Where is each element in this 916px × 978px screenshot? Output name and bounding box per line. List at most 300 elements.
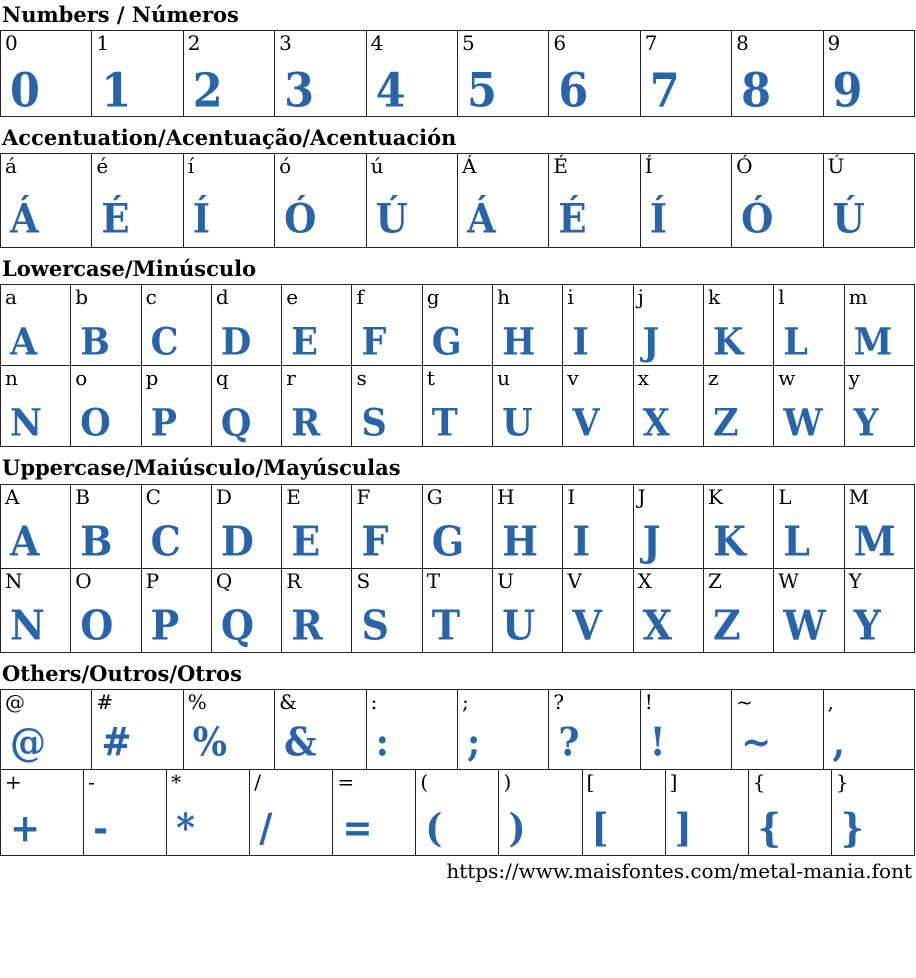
- metal-mania-glyph: V: [572, 601, 602, 650]
- glyph-cell: [457, 689, 548, 769]
- glyph-cell: [563, 484, 633, 568]
- character-label: h: [497, 285, 510, 310]
- glyph-cell: [457, 31, 548, 117]
- character-label: j: [637, 285, 644, 310]
- metal-mania-glyph: O: [80, 400, 111, 446]
- character-label: ]: [669, 769, 678, 794]
- character-label: r: [286, 366, 296, 391]
- glyph-cell: [422, 285, 492, 366]
- metal-mania-glyph: X: [642, 601, 673, 650]
- metal-mania-glyph: 8: [741, 64, 772, 119]
- glyph-cell: [282, 484, 352, 568]
- metal-mania-glyph: !: [649, 720, 666, 766]
- metal-mania-glyph: 2: [192, 64, 223, 119]
- character-label: U: [497, 568, 514, 593]
- metal-mania-glyph: ~: [741, 720, 772, 766]
- metal-mania-glyph: +: [10, 806, 41, 852]
- glyph-cell: [1, 31, 92, 117]
- glyph-cell: [71, 484, 141, 568]
- character-label: R: [286, 568, 302, 593]
- glyph-cell: [1, 568, 71, 652]
- metal-mania-glyph: /: [259, 806, 273, 852]
- metal-mania-glyph: P: [150, 400, 177, 446]
- character-label: }: [835, 769, 849, 794]
- section-title-numbers: Numbers / Números: [2, 2, 239, 27]
- glyph-row: [1, 285, 915, 366]
- character-label: Ú: [827, 154, 845, 179]
- metal-mania-glyph: G: [431, 517, 465, 566]
- character-label: =: [337, 769, 355, 794]
- metal-mania-glyph: Y: [853, 400, 879, 446]
- glyph-cell: [549, 689, 640, 769]
- character-label: i: [567, 285, 574, 310]
- metal-mania-glyph: C: [150, 319, 179, 365]
- glyph-cell: [211, 568, 281, 652]
- character-label: 7: [644, 31, 658, 56]
- glyph-cell: [549, 31, 640, 117]
- metal-mania-glyph: (: [425, 806, 443, 852]
- character-label: 8: [736, 31, 749, 56]
- character-label: /: [254, 769, 261, 794]
- glyph-cell: [563, 366, 633, 447]
- character-label: K: [707, 484, 723, 509]
- glyph-cell: [732, 154, 823, 248]
- glyph-cell: [844, 484, 914, 568]
- metal-mania-glyph: T: [431, 601, 461, 650]
- character-label: V: [567, 568, 582, 593]
- glyph-row: [1, 484, 915, 568]
- glyph-row: [1, 769, 915, 855]
- glyph-cell: [665, 769, 748, 855]
- glyph-cell: [183, 689, 274, 769]
- metal-mania-glyph: É: [101, 194, 130, 243]
- character-label: ó: [279, 154, 292, 179]
- character-label: D: [215, 484, 232, 509]
- character-label: y: [848, 366, 860, 391]
- metal-mania-glyph: Á: [10, 194, 39, 243]
- character-label: ?: [553, 689, 565, 714]
- metal-mania-glyph: U: [502, 601, 536, 650]
- character-label: Ó: [736, 154, 753, 179]
- glyph-cell: [141, 366, 211, 447]
- glyph-cell: [141, 484, 211, 568]
- character-label: 0: [5, 31, 18, 56]
- metal-mania-glyph: É: [558, 194, 587, 243]
- glyph-cell: [640, 154, 731, 248]
- metal-mania-glyph: D: [220, 517, 254, 566]
- character-label: z: [707, 366, 719, 391]
- font-source-url: https://www.maisfontes.com/metal-mania.font: [446, 858, 912, 883]
- glyph-cell: [831, 769, 914, 855]
- glyph-cell: [71, 568, 141, 652]
- glyph-cell: [352, 366, 422, 447]
- glyph-cell: [1, 484, 71, 568]
- character-label: o: [75, 366, 88, 391]
- glyph-cell: [563, 568, 633, 652]
- character-label: T: [426, 568, 441, 593]
- metal-mania-glyph: &: [284, 720, 317, 766]
- glyph-cell: [844, 366, 914, 447]
- metal-mania-glyph: I: [572, 319, 589, 365]
- character-label: 5: [461, 31, 475, 56]
- character-label: s: [356, 366, 367, 391]
- metal-mania-glyph: S: [361, 601, 389, 650]
- metal-mania-glyph: J: [642, 319, 660, 365]
- character-label: C: [145, 484, 161, 509]
- character-label: 3: [279, 31, 292, 56]
- section-others: [0, 662, 916, 856]
- character-label: x: [637, 366, 649, 391]
- metal-mania-glyph: 1: [101, 64, 132, 119]
- character-label: F: [356, 484, 371, 509]
- metal-mania-glyph: {: [757, 806, 781, 852]
- character-label: n: [5, 366, 18, 391]
- character-label: -: [88, 769, 95, 794]
- metal-mania-glyph: 6: [558, 64, 589, 119]
- character-label: ): [503, 769, 512, 794]
- metal-mania-glyph: J: [642, 517, 661, 566]
- metal-mania-glyph: N: [10, 400, 42, 446]
- metal-mania-glyph: S: [361, 400, 387, 446]
- metal-mania-glyph: Q: [220, 400, 252, 446]
- glyph-cell: [1, 154, 92, 248]
- metal-mania-glyph: =: [342, 806, 373, 852]
- character-label: [: [586, 769, 595, 794]
- character-label: E: [286, 484, 301, 509]
- glyph-cell: [352, 568, 422, 652]
- character-label: G: [426, 484, 443, 509]
- metal-mania-glyph: @: [10, 720, 46, 766]
- metal-mania-glyph: Z: [712, 601, 741, 650]
- character-label: c: [145, 285, 157, 310]
- character-label: k: [707, 285, 721, 310]
- metal-mania-glyph: F: [361, 517, 389, 566]
- character-label: e: [286, 285, 299, 310]
- character-label: :: [370, 689, 378, 714]
- character-label: b: [75, 285, 89, 310]
- metal-mania-glyph: Í: [192, 194, 211, 243]
- metal-mania-glyph: #: [101, 720, 132, 766]
- character-label: ,: [827, 689, 834, 714]
- glyph-cell: [183, 31, 274, 117]
- glyph-cell: [823, 689, 914, 769]
- metal-mania-glyph: ?: [558, 720, 580, 766]
- character-label: M: [848, 484, 870, 509]
- metal-mania-glyph: R: [291, 400, 321, 446]
- metal-mania-glyph: U: [502, 400, 533, 446]
- metal-mania-glyph: L: [783, 517, 810, 566]
- section-title-lowercase: Lowercase/Minúsculo: [2, 256, 257, 282]
- glyph-cell: [732, 31, 823, 117]
- section-accentuation: [0, 126, 916, 248]
- section-title-uppercase: Uppercase/Maiúsculo/Mayúsculas: [2, 455, 401, 481]
- character-label: v: [567, 366, 579, 391]
- glyph-cell: [275, 154, 366, 248]
- glyph-cell: [640, 31, 731, 117]
- glyph-cell: [333, 769, 416, 855]
- glyph-cell: [366, 154, 457, 248]
- metal-mania-glyph: B: [80, 319, 110, 365]
- metal-mania-glyph: F: [361, 319, 387, 365]
- glyph-cell: [366, 31, 457, 117]
- character-label: Z: [707, 568, 722, 593]
- glyph-cell: [823, 31, 914, 117]
- character-label: #: [96, 689, 114, 714]
- metal-mania-glyph: ): [508, 806, 526, 852]
- metal-mania-glyph: M: [853, 517, 896, 566]
- glyph-cell: [84, 769, 167, 855]
- section-title-others: Others/Outros/Otros: [2, 660, 242, 686]
- character-label: ;: [461, 689, 469, 714]
- glyph-cell: [1, 689, 92, 769]
- metal-mania-glyph: H: [502, 517, 538, 566]
- glyph-cell: [703, 568, 773, 652]
- glyph-cell: [774, 484, 844, 568]
- character-label: I: [567, 484, 576, 509]
- character-label: l: [778, 285, 785, 310]
- metal-mania-glyph: 4: [375, 64, 406, 119]
- metal-mania-glyph: Ú: [375, 194, 408, 243]
- character-label: d: [215, 285, 229, 310]
- glyph-table-accentuation-1: [0, 153, 915, 248]
- metal-mania-glyph: N: [10, 601, 45, 650]
- glyph-cell: [71, 366, 141, 447]
- glyph-cell: [732, 689, 823, 769]
- metal-mania-glyph: 9: [832, 64, 863, 119]
- glyph-cell: [422, 366, 492, 447]
- glyph-cell: [416, 769, 499, 855]
- character-label: J: [637, 484, 646, 509]
- character-label: @: [5, 689, 25, 714]
- character-label: a: [5, 285, 17, 310]
- character-label: ~: [736, 689, 753, 714]
- glyph-cell: [422, 568, 492, 652]
- glyph-cell: [748, 769, 831, 855]
- metal-mania-glyph: A: [10, 517, 40, 566]
- character-label: !: [644, 689, 653, 714]
- character-label: W: [778, 568, 799, 593]
- glyph-cell: [703, 484, 773, 568]
- glyph-table-lowercase-1: [0, 284, 915, 447]
- metal-mania-glyph: :: [375, 720, 389, 766]
- glyph-cell: [493, 484, 563, 568]
- metal-mania-glyph: ,: [832, 720, 846, 766]
- metal-mania-glyph: O: [80, 601, 114, 650]
- character-label: g: [426, 285, 440, 310]
- glyph-cell: [250, 769, 333, 855]
- glyph-cell: [183, 154, 274, 248]
- character-label: 1: [96, 31, 110, 56]
- glyph-cell: [92, 31, 183, 117]
- character-label: %: [187, 689, 207, 714]
- character-label: H: [497, 484, 515, 509]
- glyph-cell: [563, 285, 633, 366]
- glyph-cell: [422, 484, 492, 568]
- glyph-cell: [71, 285, 141, 366]
- character-label: A: [5, 484, 20, 509]
- character-label: B: [75, 484, 90, 509]
- metal-mania-glyph: 0: [10, 64, 40, 119]
- glyph-cell: [703, 366, 773, 447]
- section-lowercase: [0, 257, 916, 447]
- metal-mania-glyph: V: [572, 400, 600, 446]
- character-label: {: [752, 769, 766, 794]
- metal-mania-glyph: B: [80, 517, 113, 566]
- metal-mania-glyph: K: [712, 319, 744, 365]
- metal-mania-glyph: Á: [466, 194, 496, 243]
- glyph-cell: [703, 285, 773, 366]
- character-label: q: [215, 366, 229, 391]
- metal-mania-glyph: Y: [853, 601, 881, 650]
- character-label: í: [187, 154, 195, 179]
- glyph-cell: [844, 285, 914, 366]
- section-title-accentuation: Accentuation/Acentuação/Acentuación: [2, 125, 457, 151]
- metal-mania-glyph: Q: [220, 601, 254, 650]
- glyph-cell: [282, 285, 352, 366]
- glyph-cell: [1, 366, 71, 447]
- glyph-cell: [582, 769, 665, 855]
- character-label: +: [5, 769, 22, 794]
- glyph-cell: [211, 484, 281, 568]
- character-label: &: [279, 689, 297, 714]
- character-label: w: [778, 366, 796, 391]
- character-label: f: [356, 285, 364, 310]
- metal-mania-glyph: G: [431, 319, 462, 365]
- glyph-cell: [282, 568, 352, 652]
- character-label: m: [848, 285, 868, 310]
- glyph-cell: [774, 285, 844, 366]
- glyph-cell: [366, 689, 457, 769]
- metal-mania-glyph: H: [502, 319, 536, 365]
- glyph-cell: [493, 366, 563, 447]
- glyph-cell: [211, 285, 281, 366]
- glyph-cell: [457, 154, 548, 248]
- glyph-cell: [167, 769, 250, 855]
- metal-mania-glyph: %: [192, 720, 227, 766]
- glyph-cell: [774, 366, 844, 447]
- metal-mania-glyph: *: [176, 806, 195, 852]
- metal-mania-glyph: 7: [649, 64, 680, 119]
- character-label: L: [778, 484, 792, 509]
- metal-mania-glyph: 3: [284, 64, 315, 119]
- character-label: 4: [370, 31, 384, 56]
- glyph-cell: [633, 484, 703, 568]
- metal-mania-glyph: L: [783, 319, 808, 365]
- glyph-cell: [352, 484, 422, 568]
- metal-mania-glyph: }: [840, 806, 864, 852]
- metal-mania-glyph: -: [93, 806, 109, 852]
- glyph-table-others-2: [0, 769, 915, 856]
- character-label: Y: [848, 568, 862, 593]
- character-label: Q: [215, 568, 233, 593]
- metal-mania-glyph: M: [853, 319, 893, 365]
- glyph-cell: [633, 568, 703, 652]
- glyph-cell: [282, 366, 352, 447]
- glyph-cell: [92, 154, 183, 248]
- glyph-row: [1, 689, 915, 769]
- metal-mania-glyph: ;: [466, 720, 481, 766]
- character-label: t: [426, 366, 435, 391]
- metal-mania-glyph: Ú: [832, 194, 865, 243]
- character-label: X: [637, 568, 652, 593]
- font-specimen-sheet: [0, 3, 916, 856]
- glyph-row: [1, 366, 915, 447]
- character-label: O: [75, 568, 92, 593]
- glyph-cell: [1, 285, 71, 366]
- glyph-cell: [211, 366, 281, 447]
- metal-mania-glyph: R: [291, 601, 323, 650]
- metal-mania-glyph: I: [572, 517, 591, 566]
- metal-mania-glyph: ]: [674, 806, 692, 852]
- glyph-cell: [275, 31, 366, 117]
- glyph-row: [1, 154, 915, 248]
- glyph-cell: [823, 154, 914, 248]
- glyph-cell: [844, 568, 914, 652]
- character-label: *: [171, 769, 182, 794]
- glyph-cell: [633, 285, 703, 366]
- metal-mania-glyph: 5: [466, 64, 497, 119]
- glyph-cell: [92, 689, 183, 769]
- character-label: (: [420, 769, 429, 794]
- metal-mania-glyph: Ó: [284, 194, 317, 243]
- metal-mania-glyph: K: [712, 517, 746, 566]
- glyph-cell: [774, 568, 844, 652]
- glyph-cell: [549, 154, 640, 248]
- character-label: Á: [461, 154, 477, 179]
- character-label: 9: [827, 31, 841, 56]
- glyph-table-numbers-1: [0, 30, 915, 117]
- metal-mania-glyph: X: [642, 400, 670, 446]
- glyph-row: [1, 568, 915, 652]
- glyph-cell: [141, 285, 211, 366]
- character-label: N: [5, 568, 23, 593]
- glyph-cell: [493, 285, 563, 366]
- character-label: 2: [187, 31, 201, 56]
- glyph-cell: [275, 689, 366, 769]
- metal-mania-glyph: C: [150, 517, 181, 566]
- glyph-cell: [640, 689, 731, 769]
- section-numbers: [0, 3, 916, 117]
- metal-mania-glyph: [: [591, 806, 609, 852]
- character-label: p: [145, 366, 159, 391]
- character-label: u: [497, 366, 510, 391]
- metal-mania-glyph: P: [150, 601, 180, 650]
- metal-mania-glyph: Ó: [741, 194, 774, 243]
- section-uppercase: [0, 456, 916, 652]
- glyph-cell: [493, 568, 563, 652]
- character-label: Í: [644, 154, 653, 179]
- metal-mania-glyph: W: [783, 400, 823, 446]
- character-label: 6: [553, 31, 567, 56]
- glyph-cell: [141, 568, 211, 652]
- glyph-table-uppercase-1: [0, 484, 915, 653]
- metal-mania-glyph: T: [431, 400, 458, 446]
- metal-mania-glyph: E: [291, 319, 318, 365]
- metal-mania-glyph: Z: [712, 400, 739, 446]
- glyph-cell: [1, 769, 84, 855]
- glyph-cell: [499, 769, 582, 855]
- metal-mania-glyph: Í: [649, 194, 668, 243]
- metal-mania-glyph: W: [783, 601, 826, 650]
- metal-mania-glyph: E: [291, 517, 321, 566]
- glyph-cell: [633, 366, 703, 447]
- character-label: é: [96, 154, 109, 179]
- glyph-table-others-1: [0, 689, 915, 770]
- glyph-cell: [352, 285, 422, 366]
- character-label: É: [553, 154, 568, 179]
- metal-mania-glyph: A: [10, 319, 38, 365]
- character-label: P: [145, 568, 160, 593]
